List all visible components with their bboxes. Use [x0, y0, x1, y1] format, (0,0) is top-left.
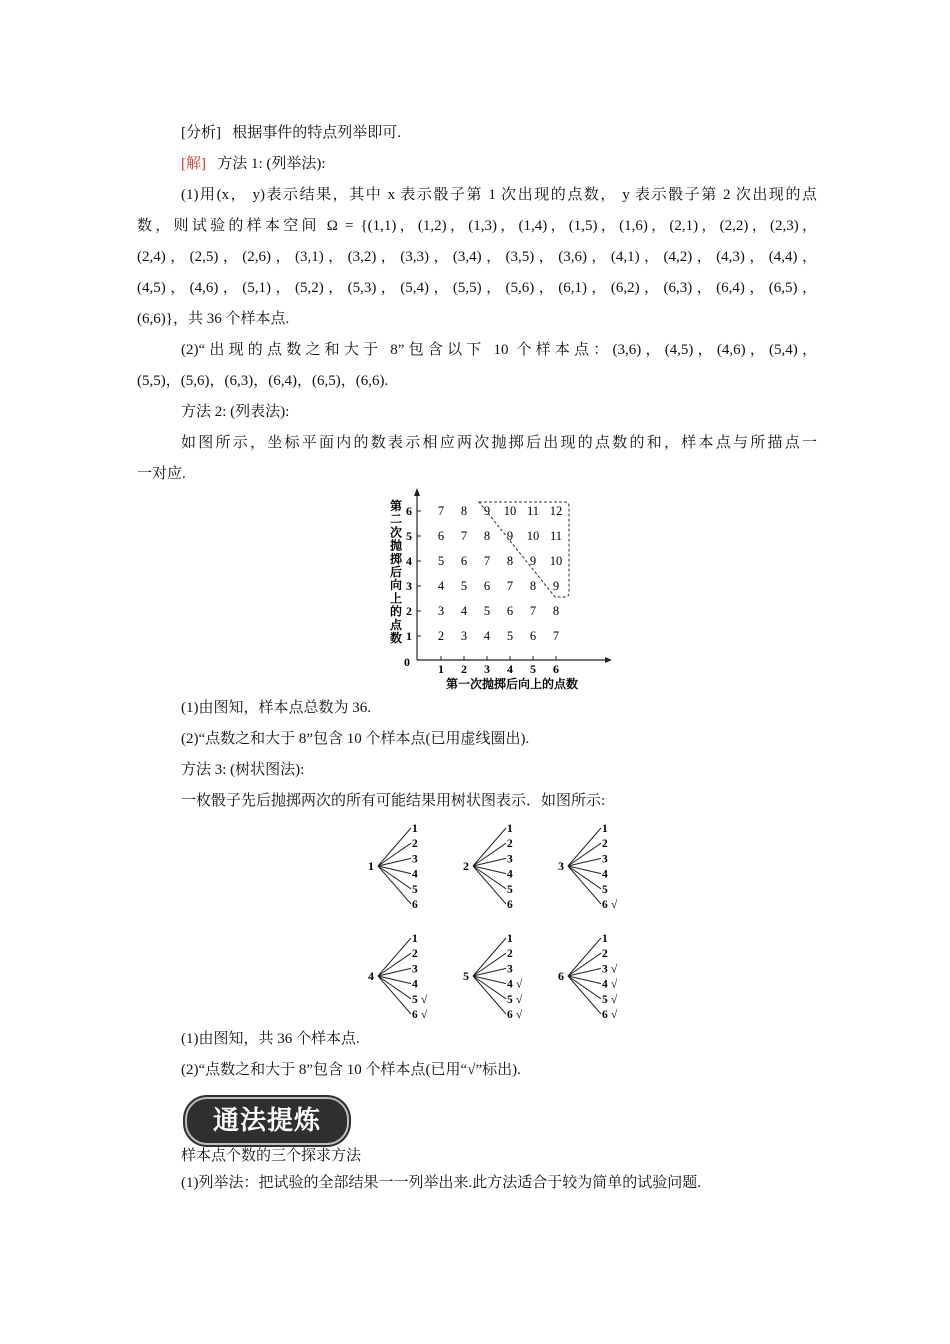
- method2-result-1: (1)由图知，样本点总数为 36.: [181, 700, 371, 716]
- y-axis-label-char: 掷: [389, 551, 403, 566]
- tree-leaf: 6: [507, 899, 513, 911]
- analysis-body: 根据事件的特点列举即可.: [232, 125, 402, 141]
- x-tick-label: 2: [461, 662, 467, 676]
- y-axis-label-char: 第: [389, 499, 403, 513]
- tree-leaf: 4: [507, 978, 513, 991]
- y-tick-label: 4: [406, 554, 412, 568]
- check-mark: √: [611, 978, 618, 991]
- x-tick-label: 5: [530, 662, 536, 676]
- sum-cell: 9: [529, 554, 537, 568]
- tree-leaf: 1: [507, 933, 513, 945]
- tree-leaf: 2: [412, 948, 418, 961]
- tree-leaf: 6: [507, 1009, 513, 1021]
- y-axis-label-char: 次: [389, 525, 403, 540]
- method1-text-line: (6,6)}，共 36 个样本点.: [137, 311, 290, 327]
- check-mark: √: [516, 993, 523, 1006]
- sum-cell: 8: [552, 604, 560, 618]
- tree-leaf: 6: [412, 1009, 418, 1021]
- y-tick-label: 2: [406, 604, 412, 618]
- check-mark: √: [611, 993, 618, 1006]
- check-mark: √: [516, 978, 523, 991]
- y-tick-label: 3: [406, 579, 412, 593]
- tree-root: 3: [558, 859, 564, 873]
- tree-leaf: 5: [412, 993, 418, 1006]
- sum-cell: 8: [460, 504, 468, 518]
- tree-leaf: 4: [507, 868, 513, 881]
- method1-heading: 方法 1: (列举法):: [217, 156, 326, 172]
- sum-cell: 11: [549, 529, 563, 543]
- y-tick-label: 5: [406, 529, 412, 543]
- y-tick-label: 6: [406, 504, 412, 518]
- sum-cell: 4: [460, 604, 468, 618]
- method2-text-line: 一对应.: [137, 466, 186, 482]
- tree-leaf: 5: [412, 883, 418, 896]
- banner-label: 通法提炼: [212, 1106, 321, 1136]
- sum-cell: 7: [506, 579, 514, 593]
- tree-leaf: 4: [602, 868, 608, 881]
- tree-leaf: 2: [602, 948, 608, 961]
- sum-cell: 3: [437, 604, 445, 618]
- tree-leaf: 5: [507, 993, 513, 1006]
- tree-leaf: 2: [507, 948, 513, 961]
- method3-result-1: (1)由图知，共 36 个样本点.: [181, 1031, 360, 1047]
- x-tick-label: 4: [507, 662, 513, 676]
- sum-cell: 4: [437, 579, 445, 593]
- tree-leaf: 3: [602, 853, 608, 866]
- tree-diagrams: [360, 818, 640, 1028]
- tree-root: 5: [463, 969, 469, 983]
- y-axis-label-char: 二: [389, 512, 403, 527]
- sum-cell: 6: [529, 629, 537, 643]
- tree-leaf: 6: [602, 1009, 608, 1021]
- tree-root: 4: [368, 969, 374, 983]
- tree-root: 1: [368, 859, 374, 873]
- method1-text-line: (1)用(x， y)表示结果，其中 x 表示骰子第 1 次出现的点数， y 表示骰子第 2 次出现的点: [181, 187, 817, 203]
- tree-leaf: 5: [507, 883, 513, 896]
- sum-cell: 11: [526, 504, 540, 518]
- tree-leaf: 3: [507, 853, 513, 866]
- sum-cell: 7: [437, 504, 445, 518]
- tree-leaf: 4: [412, 978, 418, 991]
- tree-leaf: 2: [507, 838, 513, 851]
- tree-root: 6: [558, 969, 564, 983]
- tree-leaf: 2: [412, 838, 418, 851]
- check-mark: √: [611, 899, 618, 911]
- check-mark: √: [611, 963, 618, 976]
- method2-result-2: (2)“点数之和大于 8”包含 10 个样本点(已用虚线圈出).: [181, 731, 530, 747]
- tree-leaf: 1: [602, 823, 608, 835]
- sum-cell: 5: [483, 604, 491, 618]
- sum-cell: 9: [483, 504, 491, 518]
- method1-text-line: (4,5)，(4,6)，(5,1)，(5,2)，(5,3)，(5,4)，(5,5)，(5,6)，(6,1)，(6,2)，(6,3)，(6,4)，(6,5)，: [137, 280, 817, 296]
- y-axis-label-char: 向: [389, 578, 403, 593]
- tree-leaf: 3: [412, 853, 418, 866]
- sum-cell: 5: [437, 554, 445, 568]
- sum-cell: 3: [460, 629, 468, 643]
- sum-cell: 9: [552, 579, 560, 593]
- y-axis-label-char: 后: [389, 565, 403, 579]
- y-axis-arrow: [414, 488, 420, 496]
- x-tick-label: 3: [484, 662, 490, 676]
- method2-heading: 方法 2: (列表法):: [181, 404, 290, 420]
- sum-cell: 10: [526, 529, 540, 543]
- sum-table-figure: [370, 488, 630, 693]
- tree-leaf: 3: [507, 963, 513, 976]
- check-mark: √: [421, 993, 428, 1006]
- sum-cell: 5: [460, 579, 468, 593]
- method1-part2-line: (5,5)，(5,6)，(6,3)，(6,4)，(6,5)，(6,6).: [137, 373, 389, 389]
- sum-cell: 8: [506, 554, 514, 568]
- y-axis-label-char: 上: [389, 591, 403, 606]
- check-mark: √: [611, 1009, 618, 1021]
- sum-cell: 12: [549, 504, 563, 518]
- summary-line: (1)列举法：把试验的全部结果一一列举出来.此方法适合于较为简单的试验问题.: [181, 1175, 701, 1191]
- summary-heading: 样本点个数的三个探求方法: [181, 1148, 362, 1164]
- method3-heading: 方法 3: (树状图法):: [181, 762, 305, 778]
- x-axis-label: 第一次抛掷后向上的点数: [445, 677, 579, 691]
- tree-leaf: 1: [507, 823, 513, 835]
- check-mark: √: [421, 1009, 428, 1021]
- origin-label: 0: [404, 655, 410, 669]
- method3-intro: 一枚骰子先后抛掷两次的所有可能结果用树状图表示．如图所示:: [181, 793, 606, 809]
- method1-part2-line: (2)“出现的点数之和大于 8”包含以下 10 个样本点：(3,6)，(4,5)，(4,6)，(5,4)，: [181, 342, 817, 358]
- sum-cell: 9: [506, 529, 514, 543]
- check-mark: √: [516, 1009, 523, 1021]
- x-tick-label: 6: [553, 662, 559, 676]
- solution-line: [181, 154, 817, 174]
- analysis-line: [181, 123, 817, 143]
- tree-leaf: 4: [602, 978, 608, 991]
- sum-cell: 4: [483, 629, 491, 643]
- method3-result-2: (2)“点数之和大于 8”包含 10 个样本点(已用“√”标出).: [181, 1062, 521, 1078]
- sum-cell: 6: [483, 579, 491, 593]
- sum-cell: 5: [506, 629, 514, 643]
- tree-leaf: 3: [602, 963, 608, 976]
- tree-leaf: 2: [602, 838, 608, 851]
- tree-leaf: 1: [412, 933, 418, 945]
- sum-cell: 8: [529, 579, 537, 593]
- y-axis-label-char: 数: [389, 631, 403, 645]
- section-banner: [185, 1097, 349, 1145]
- solution-tag: [解]: [181, 156, 206, 172]
- sum-cell: 10: [549, 554, 563, 568]
- tree-leaf: 5: [602, 883, 608, 896]
- tree-leaf: 1: [602, 933, 608, 945]
- sum-cell: 2: [437, 629, 445, 643]
- sum-cell: 7: [483, 554, 491, 568]
- method1-text-line: (2,4)，(2,5)，(2,6)，(3,1)，(3,2)，(3,3)，(3,4)，(3,5)，(3,6)，(4,1)，(4,2)，(4,3)，(4,4)，: [137, 249, 817, 265]
- sum-cell: 7: [552, 629, 560, 643]
- sum-cell: 7: [460, 529, 468, 543]
- sum-cell: 6: [506, 604, 514, 618]
- x-axis-arrow: [605, 657, 612, 663]
- y-axis-label-char: 抛: [389, 538, 403, 553]
- tree-leaf: 3: [412, 963, 418, 976]
- sum-cell: 7: [529, 604, 537, 618]
- method2-text-line: 如图所示，坐标平面内的数表示相应两次抛掷后出现的点数的和，样本点与所描点一: [181, 435, 817, 451]
- tree-leaf: 4: [412, 868, 418, 881]
- sum-cell: 10: [503, 504, 517, 518]
- sum-cell: 6: [460, 554, 468, 568]
- y-axis-label-char: 的: [389, 604, 403, 619]
- tree-root: 2: [463, 859, 469, 873]
- method1-text-line: 数，则试验的样本空间 Ω = {(1,1)，(1,2)，(1,3)，(1,4)，(1,5)，(1,6)，(2,1)，(2,2)，(2,3)，: [137, 218, 817, 234]
- y-axis-label-char: 点: [389, 617, 403, 632]
- sum-cell: 6: [437, 529, 445, 543]
- tree-leaf: 6: [412, 899, 418, 911]
- y-tick-label: 1: [406, 629, 412, 643]
- tree-leaf: 6: [602, 899, 608, 911]
- sum-cell: 8: [483, 529, 491, 543]
- analysis-tag: [分析]: [181, 125, 221, 141]
- tree-leaf: 1: [412, 823, 418, 835]
- tree-leaf: 5: [602, 993, 608, 1006]
- x-tick-label: 1: [438, 662, 444, 676]
